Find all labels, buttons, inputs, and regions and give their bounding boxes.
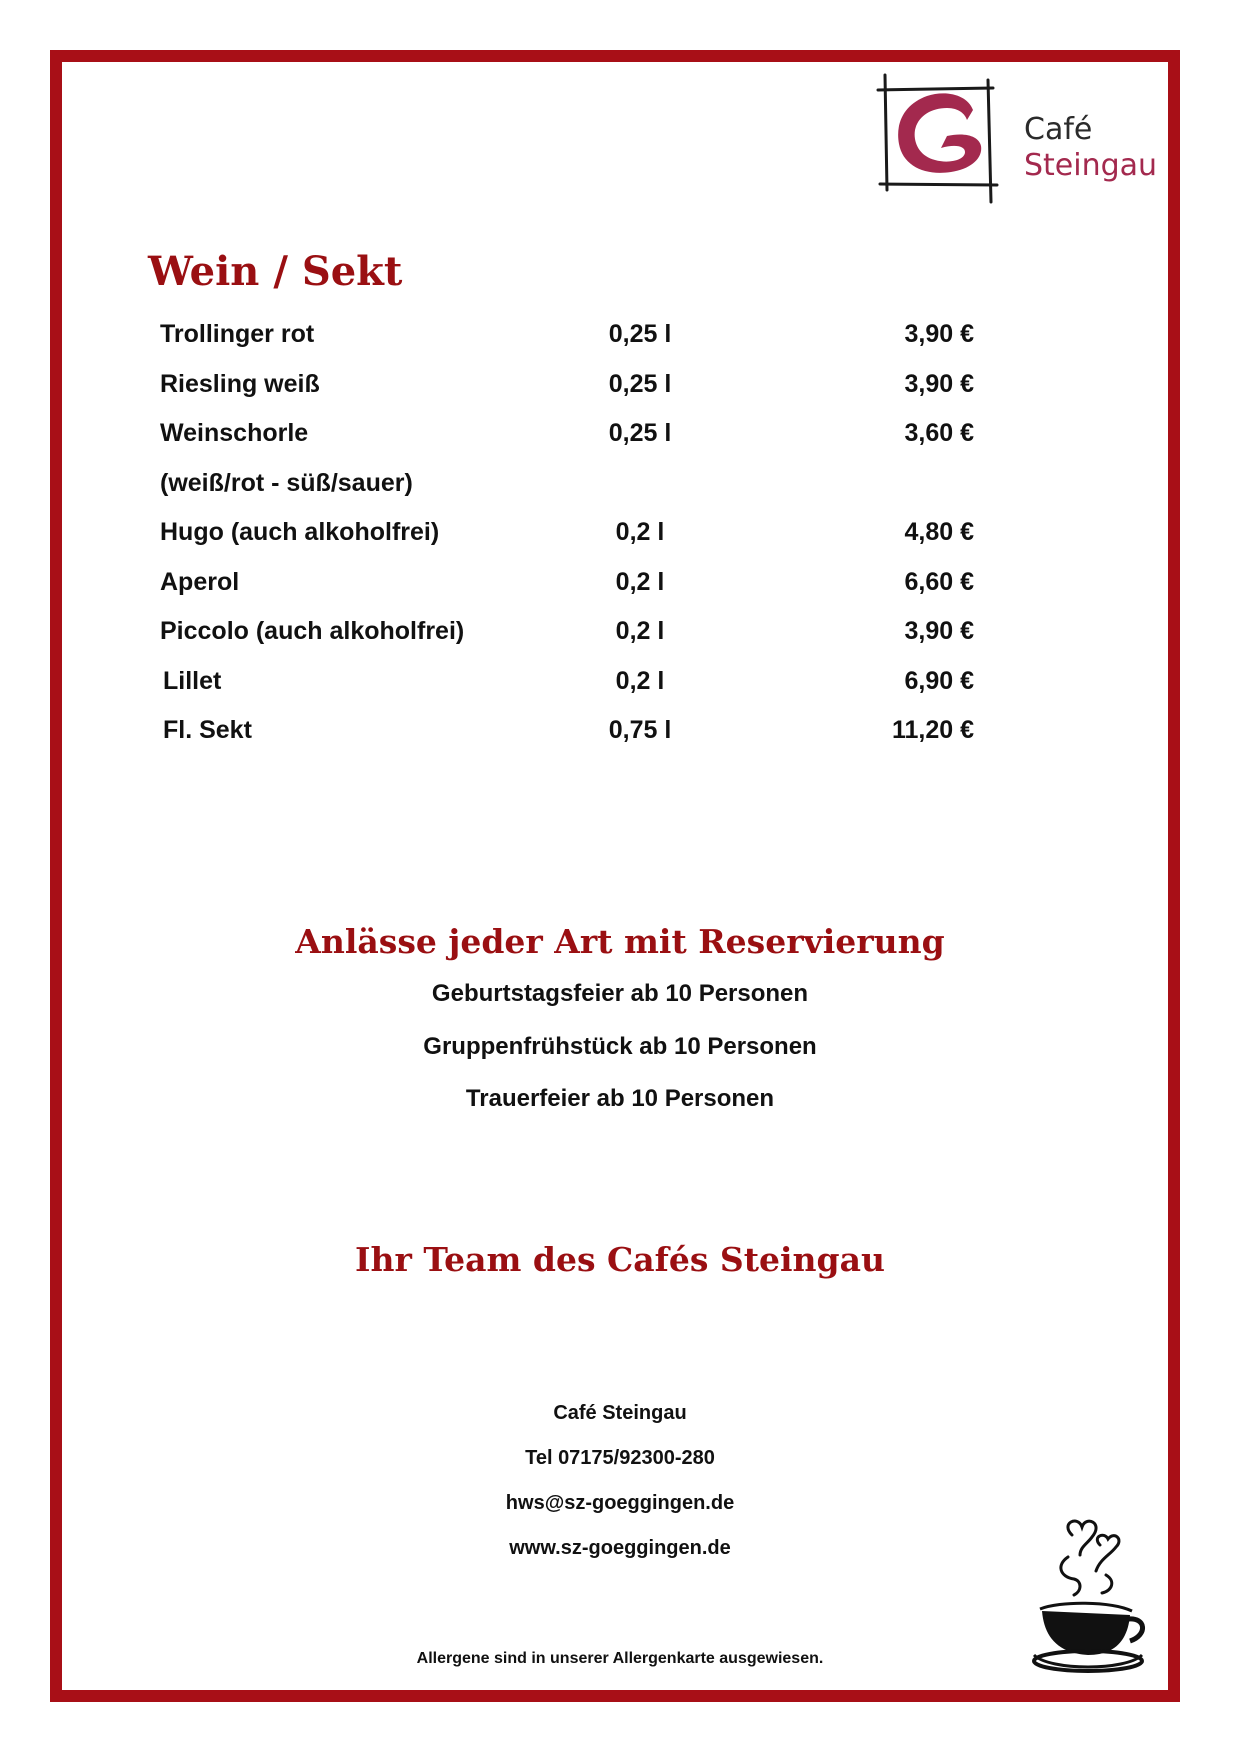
item-price: 3,90 €	[904, 370, 974, 398]
g-logo-icon	[875, 72, 1015, 207]
logo-text-steingau: Steingau	[1024, 148, 1158, 183]
item-volume: 0,2 l	[615, 617, 665, 645]
allergen-footnote: Allergene sind in unserer Allergenkarte ausgewiesen.	[416, 1650, 824, 1667]
cafe-logo	[875, 72, 1175, 207]
contact-name: Café Steingau	[553, 1402, 687, 1424]
team-signature: Ihr Team des Cafés Steingau	[355, 1240, 885, 1279]
events-section-title: Anlässe jeder Art mit Reservierung	[295, 922, 945, 961]
logo-text-cafe: Café	[1024, 112, 1093, 147]
wine-section-title: Wein / Sekt	[148, 248, 403, 295]
menu-item-row	[0, 617, 1240, 657]
item-name: Riesling weiß	[160, 370, 320, 398]
item-name: Weinschorle	[160, 419, 309, 447]
menu-item-row	[0, 419, 1240, 459]
item-name: (weiß/rot - süß/sauer)	[160, 469, 413, 497]
coffee-cup-icon	[1030, 1515, 1150, 1675]
contact-email[interactable]: hws@sz-goeggingen.de	[505, 1492, 735, 1514]
menu-item-row	[0, 568, 1240, 608]
item-volume: 0,2 l	[615, 518, 665, 546]
item-name: Hugo (auch alkoholfrei)	[160, 518, 440, 546]
contact-phone: Tel 07175/92300-280	[525, 1447, 715, 1469]
menu-item-row	[0, 518, 1240, 558]
item-price: 3,90 €	[904, 617, 974, 645]
item-price: 3,90 €	[904, 320, 974, 348]
event-line: Geburtstagsfeier ab 10 Personen	[431, 980, 809, 1007]
item-volume: 0,2 l	[615, 568, 665, 596]
item-volume: 0,25 l	[608, 419, 672, 447]
menu-item-row	[0, 469, 1240, 509]
menu-item-row	[0, 320, 1240, 360]
item-name: Piccolo (auch alkoholfrei)	[160, 617, 465, 645]
item-volume: 0,25 l	[608, 370, 672, 398]
item-price: 6,60 €	[904, 568, 974, 596]
item-price: 3,60 €	[904, 419, 974, 447]
item-price: 6,90 €	[904, 667, 974, 695]
item-price: 11,20 €	[891, 716, 974, 744]
item-price: 4,80 €	[904, 518, 974, 546]
event-line: Trauerfeier ab 10 Personen	[465, 1085, 775, 1112]
menu-item-row	[0, 370, 1240, 410]
item-volume: 0,2 l	[615, 667, 665, 695]
menu-item-row	[0, 667, 1240, 707]
item-name: Aperol	[160, 568, 240, 596]
logo-wordmark	[1024, 112, 1157, 184]
menu-item-row	[0, 716, 1240, 756]
contact-website[interactable]: www.sz-goeggingen.de	[509, 1537, 731, 1559]
item-volume: 0,25 l	[608, 320, 672, 348]
item-name: Fl. Sekt	[163, 716, 252, 744]
event-line: Gruppenfrühstück ab 10 Personen	[423, 1033, 817, 1060]
item-name: Trollinger rot	[160, 320, 315, 348]
item-name: Lillet	[163, 667, 222, 695]
item-volume: 0,75 l	[608, 716, 672, 744]
